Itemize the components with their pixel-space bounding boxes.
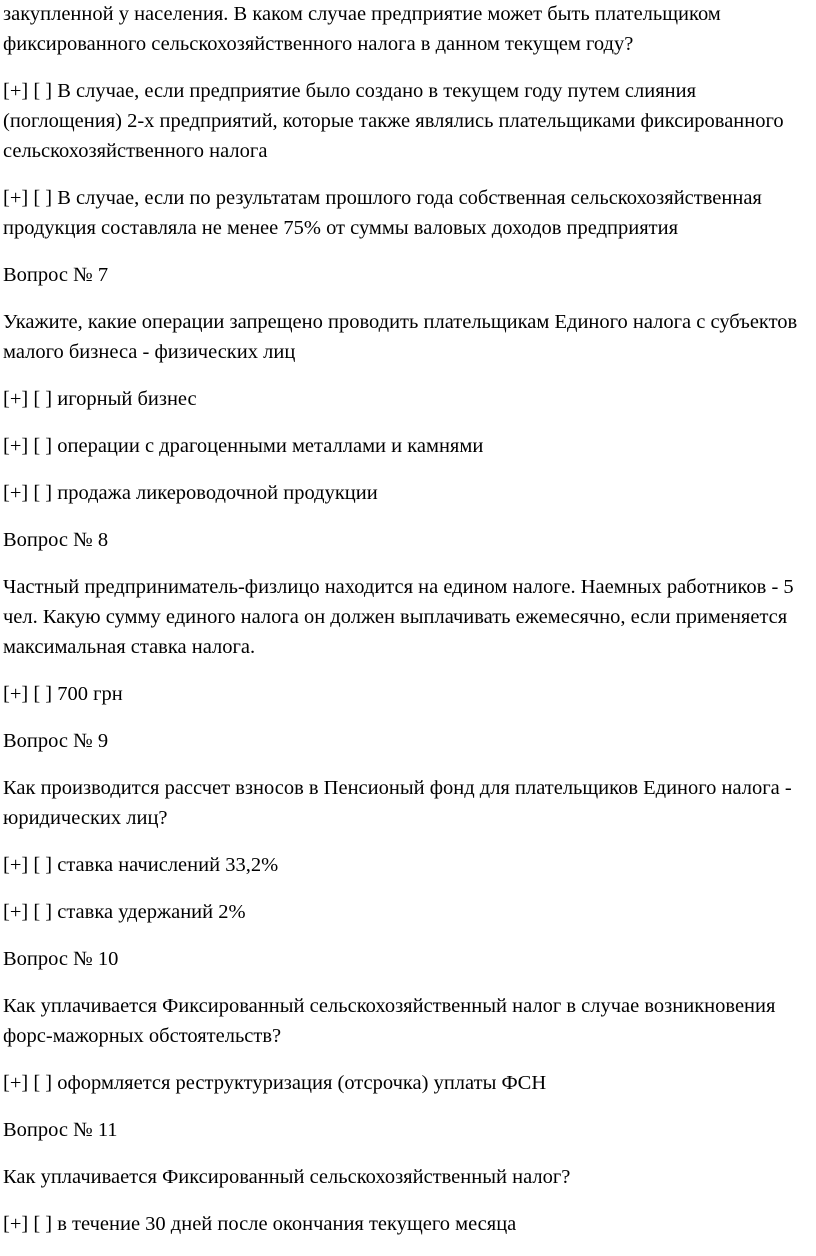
question-heading: Вопрос № 11 bbox=[3, 1119, 118, 1141]
question-continuation: закупленной у населения. В каком случае предприятие может быть плательщиком фиксированного сельскохозяйственного налога в данном текущем году? bbox=[3, 3, 721, 55]
answer-option: [+] [ ] 700 грн bbox=[3, 683, 123, 705]
answer-option: [+] [ ] в течение 30 дней после окончания текущего месяца bbox=[3, 1213, 517, 1235]
question-heading: Вопрос № 8 bbox=[3, 529, 109, 551]
question-text: Как производится рассчет взносов в Пенсионый фонд для плательщиков Единого налога - юридических лиц? bbox=[3, 777, 792, 829]
question-heading: Вопрос № 10 bbox=[3, 948, 119, 970]
answer-option: [+] [ ] оформляется реструктуризация (отсрочка) уплаты ФСН bbox=[3, 1072, 547, 1094]
answer-option: [+] [ ] ставка удержаний 2% bbox=[3, 901, 246, 923]
answer-option: [+] [ ] игорный бизнес bbox=[3, 388, 197, 410]
question-text: Частный предприниматель-физлицо находится на едином налоге. Наемных работников - 5 чел. Какую сумму единого налога он должен выплачивать ежемесячно, если применяется максимальная ставка налога. bbox=[3, 576, 794, 658]
answer-option: [+] [ ] В случае, если предприятие было создано в текущем году путем слияния (поглощения) 2-х предприятий, которые также являлись плательщиками фиксированного сельскохозяйственного налога bbox=[3, 80, 784, 162]
question-text: Как уплачивается Фиксированный сельскохозяйственный налог? bbox=[3, 1166, 571, 1188]
answer-option: [+] [ ] операции с драгоценными металлами и камнями bbox=[3, 435, 484, 457]
question-text: Укажите, какие операции запрещено проводить плательщикам Единого налога с субъектов малого бизнеса - физических лиц bbox=[3, 311, 798, 363]
question-text: Как уплачивается Фиксированный сельскохозяйственный налог в случае возникновения форс-мажорных обстоятельств? bbox=[3, 995, 776, 1047]
question-heading: Вопрос № 7 bbox=[3, 264, 109, 286]
answer-option: [+] [ ] ставка начислений 33,2% bbox=[3, 854, 279, 876]
answer-option: [+] [ ] продажа ликероводочной продукции bbox=[3, 482, 378, 504]
answer-option: [+] [ ] В случае, если по результатам прошлого года собственная сельскохозяйственная продукция составляла не менее 75% от суммы валовых доходов предприятия bbox=[3, 187, 762, 239]
question-heading: Вопрос № 9 bbox=[3, 730, 109, 752]
